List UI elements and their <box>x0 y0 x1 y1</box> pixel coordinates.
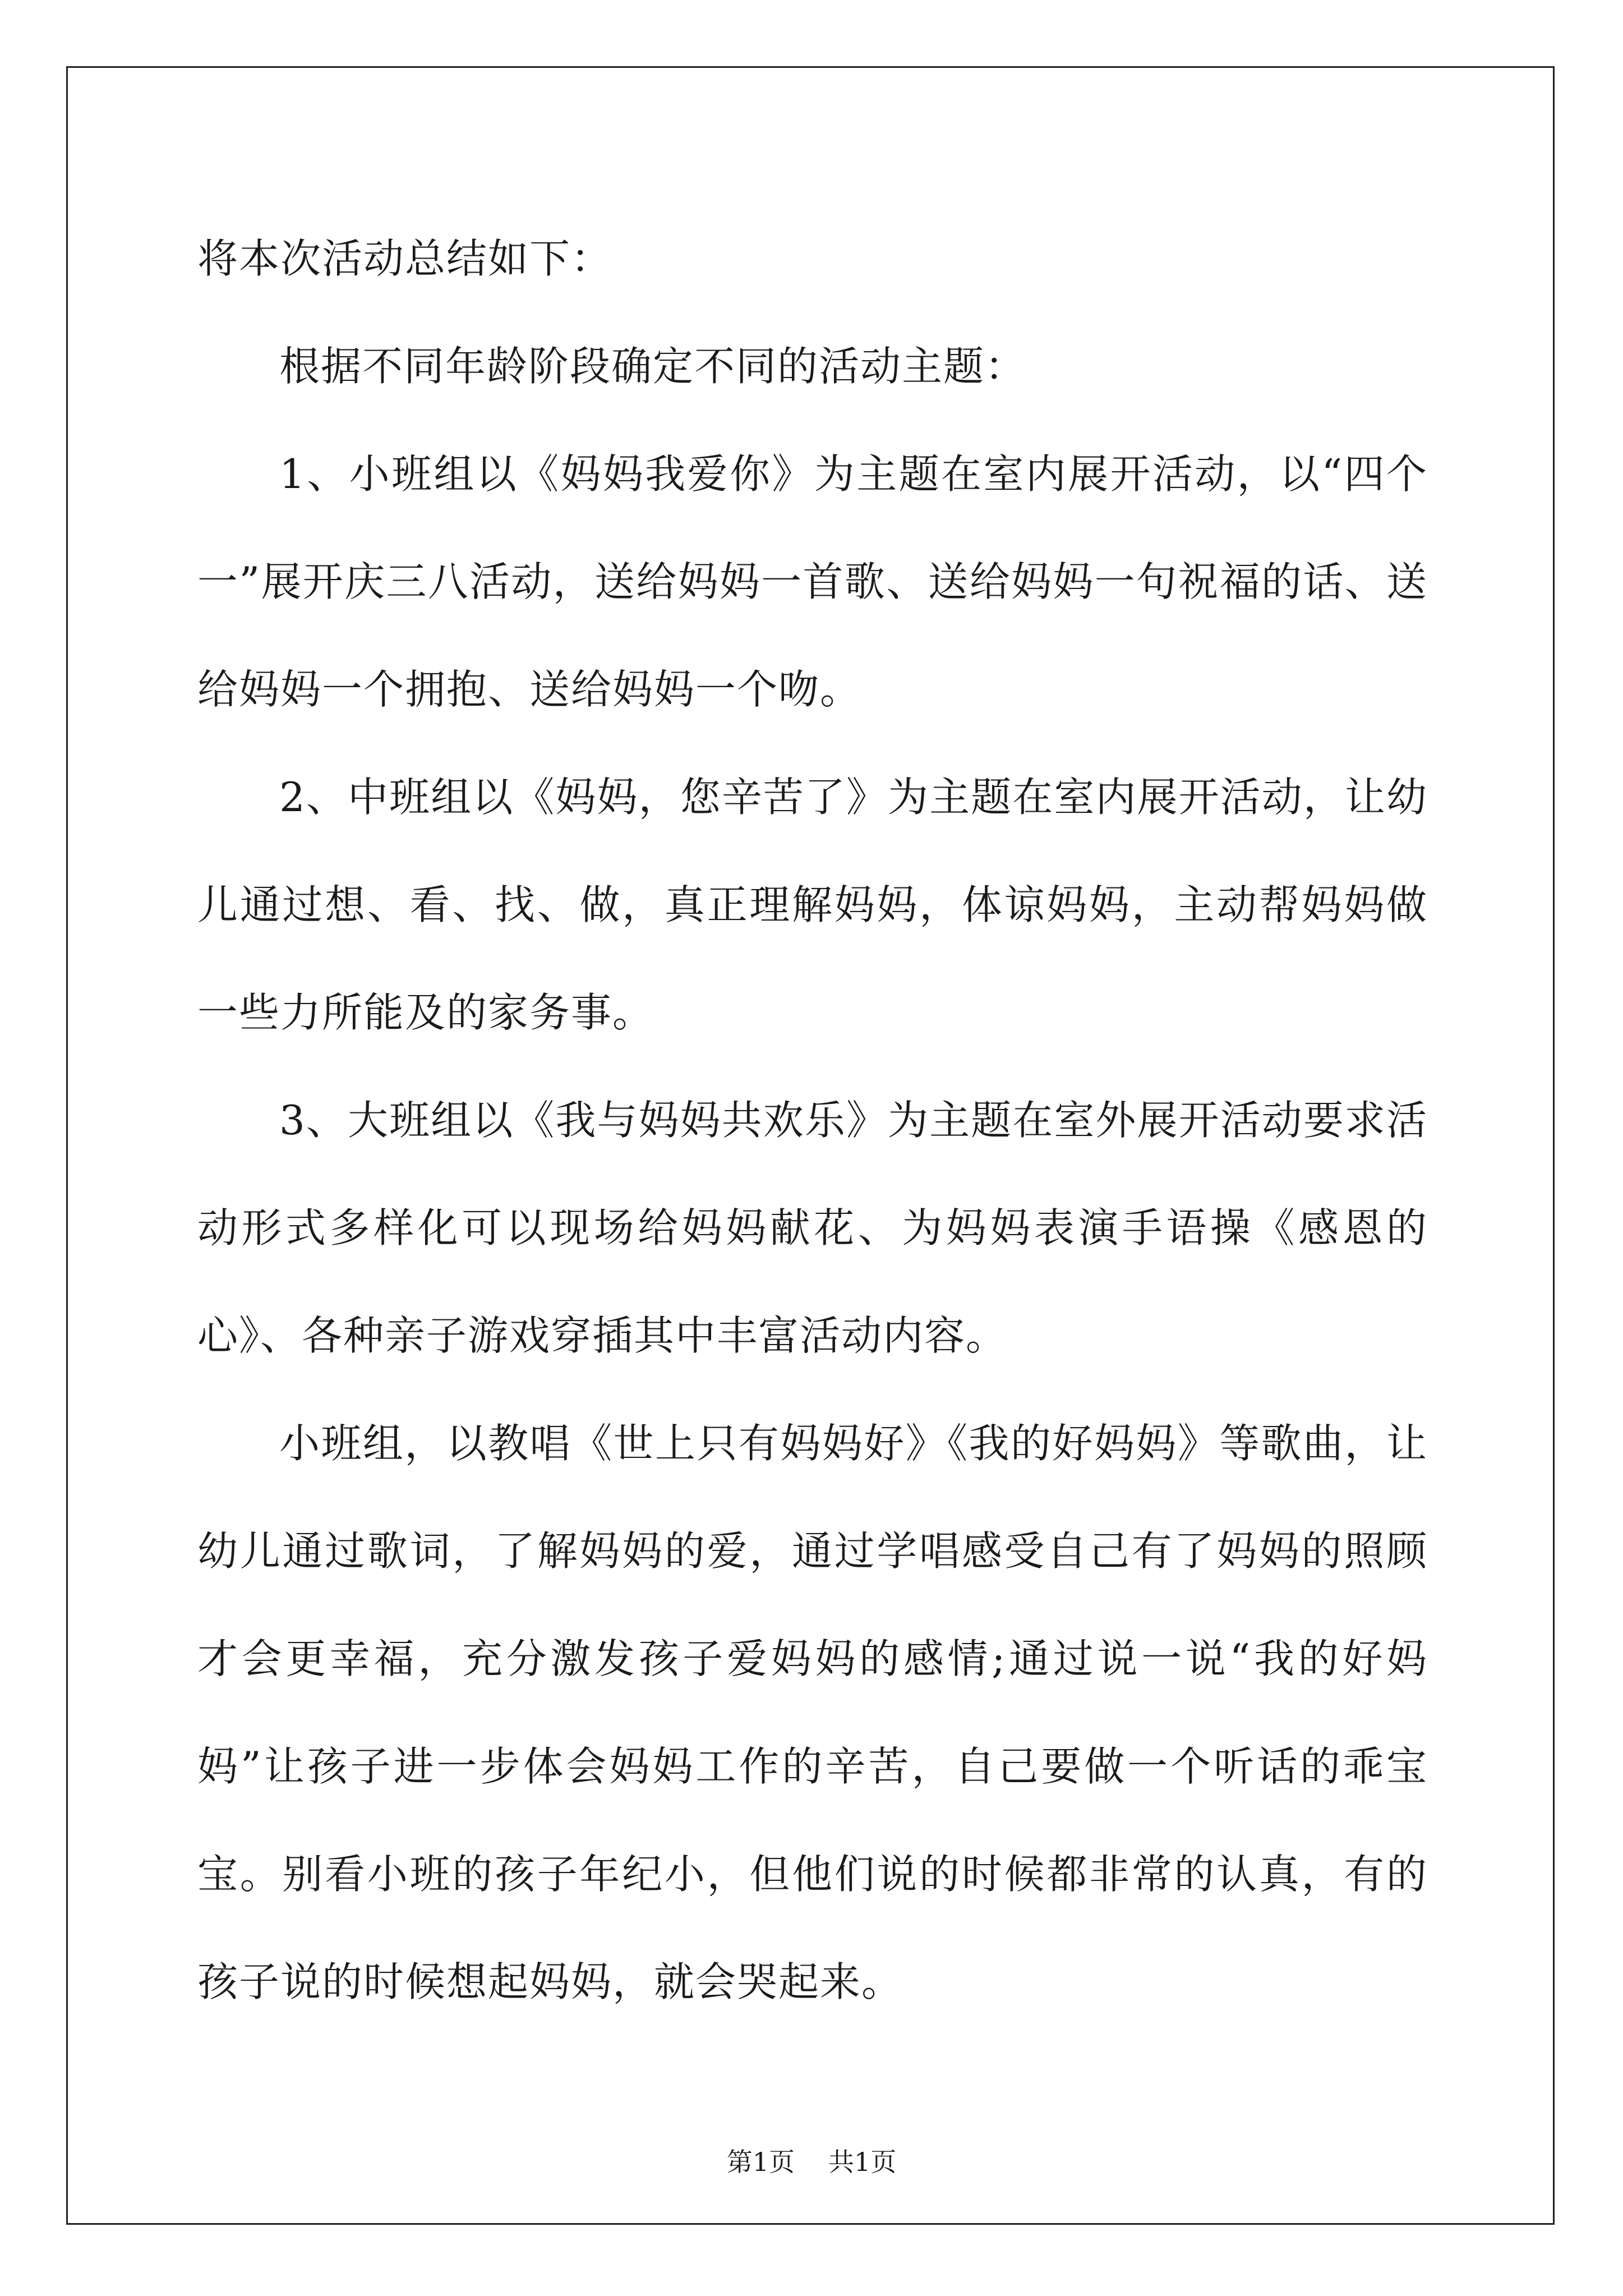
page-footer <box>0 2142 1623 2179</box>
paragraph-5: 3、大班组以《我与妈妈共欢乐》为主题在室外展开活动要求活动形式多样化可以现场给妈妈献花、为妈妈表演手语操《感恩的心》、各种亲子游戏穿插其中丰富活动内容。 <box>197 1097 1428 1359</box>
paragraph-2: 根据不同年龄阶段确定不同的活动主题： <box>279 343 1027 390</box>
paragraph-4: 2、中班组以《妈妈，您辛苦了》为主题在室内展开活动，让幼儿通过想、看、找、做，真正理解妈妈，体谅妈妈，主动帮妈妈做一些力所能及的家务事。 <box>197 774 1428 1036</box>
paragraph-6: 小班组，以教唱《世上只有妈妈好》《我的好妈妈》等歌曲，让幼儿通过歌词，了解妈妈的爱，通过学唱感受自己有了妈妈的照顾才会更幸福，充分激发孩子爱妈妈的感情;通过说一说“我的好妈妈”让孩子进一步体会妈妈工作的辛苦，自己要做一个听话的乖宝宝。别看小班的孩子年纪小，但他们说的时候都非常的认真，有的孩子说的时候想起妈妈，就会哭起来。 <box>197 1420 1428 2005</box>
paragraph-3: 1、小班组以《妈妈我爱你》为主题在室内展开活动，以“四个一”展开庆三八活动，送给妈妈一首歌、送给妈妈一句祝福的话、送给妈妈一个拥抱、送给妈妈一个吻。 <box>197 450 1428 713</box>
document-body <box>197 205 1428 2036</box>
page-total: 共1页 <box>828 2147 897 2177</box>
paragraph-1: 将本次活动总结如下： <box>197 235 613 282</box>
page-number: 第1页 <box>726 2147 795 2177</box>
